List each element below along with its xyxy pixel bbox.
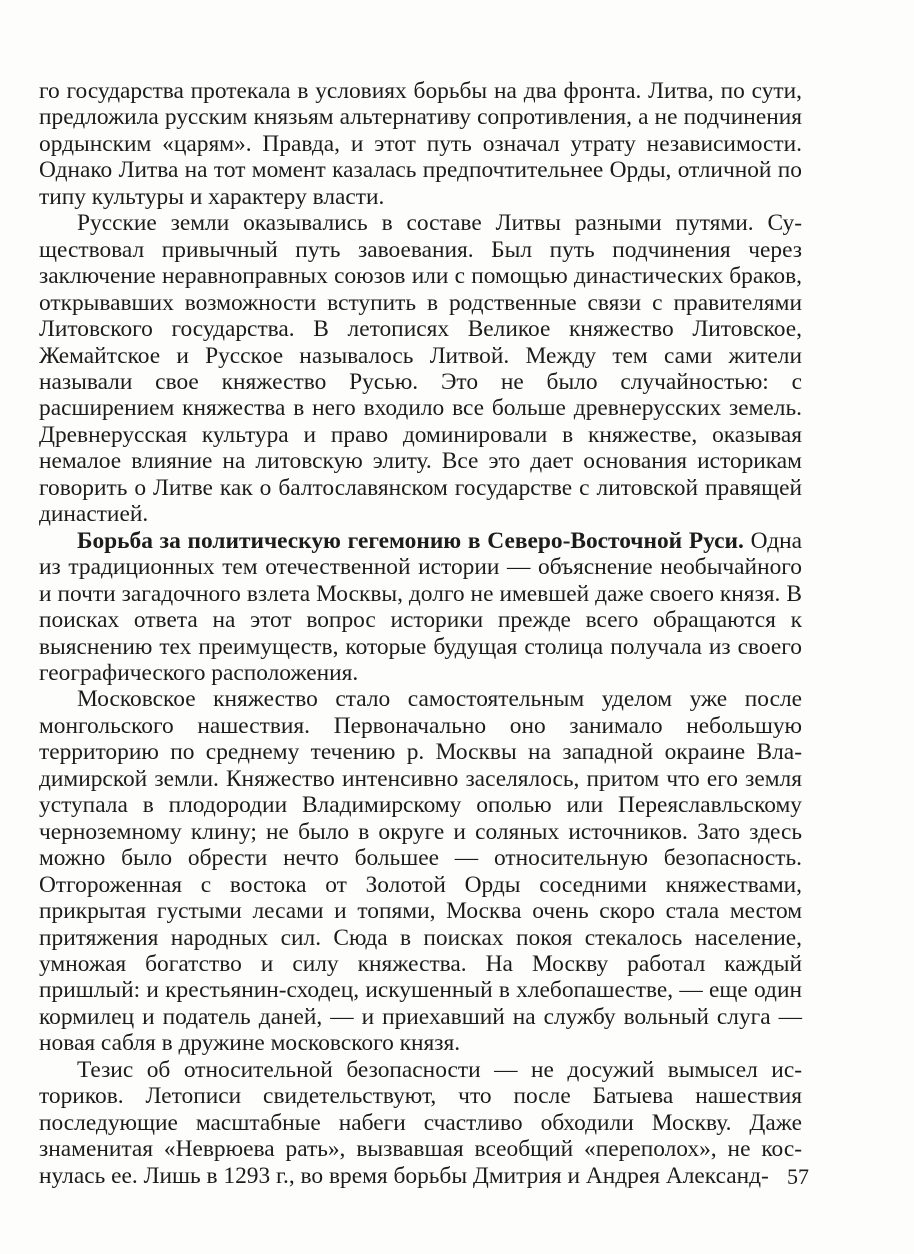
paragraph-2-text: Русские земли оказывались в составе Литвы разными путями. Существовал привычный путь завоевания. Был путь подчинения через заключение неравноправных союзов или с помощью династических браков, открывавших возможности вступить в родственные связи с правителями Литовского государства. В летописях Великое княжество Литовское, Жемайтское и Русское называлось Литвой. Между тем сами жители называли свое княжество Русью. Это не было случайностью: с расширением княжества в него входило все больше древнерусских земель. Древнерусская культура и право доминировали в княжестве, оказывая немалое влияние на литовскую элиту. Все это дает основания историкам говорить о Литве как о балтославянском государстве с литовской правящей династией. xyxy=(39,210,802,528)
paragraph-4 xyxy=(39,686,802,1056)
paragraph-2 xyxy=(39,210,802,527)
paragraph-1-text: го государства протекала в условиях борьбы на два фронта. Литва, по сути, предложила русским князьям альтернативу сопротивления, а не подчинения ордынским «царям». Правда, и этот путь означал утрату независимости. Однако Литва на тот момент казалась предпочтительнее Орды, отличной по типу культуры и характеру власти. xyxy=(39,78,802,210)
section-heading: Борьба за политическую гегемонию в Северо-Восточной Руси. xyxy=(77,527,744,554)
body-text xyxy=(39,78,802,1189)
paragraph-4-text: Московское княжество стало самостоятельным уделом уже после монгольского нашествия. Первоначально оно занимало небольшую территорию по среднему течению р. Москвы на западной окраине Владимирской земли. Княжество интенсивно заселялось, притом что его земля уступала в плодородии Владимирскому ополью или Переяславльскому черноземному клину; не было в округе и соляных источников. Зато здесь можно было обрести нечто большее — относительную безопасность. Отгороженная с востока от Золотой Орды соседними княжествами, прикрытая густыми лесами и топями, Москва очень скоро стала местом притяжения народных сил. Сюда в поисках покоя стекалось население, умножая богатство и силу княжества. На Москву работал каждый пришлый: и крестьянин-сходец, искушенный в хлебопашестве, — еще один кормилец и податель даней, — и приехавший на службу вольный слуга — новая сабля в дружине московского князя. xyxy=(39,686,802,1057)
paragraph-3-text: Одна из традиционных тем отечественной истории — объяснение необычайного и почти загадочного взлета Москвы, долго не имевшей даже своего князя. В поисках ответа на этот вопрос историки прежде всего обращаются к выяснению тех преимуществ, которые будущая столица получала из своего географического расположения. xyxy=(39,527,803,686)
paragraph-5-text: Тезис об относительной безопасности — не досужий вымысел историков. Летописи свидетельствуют, что после Батыева нашествия последующие масштабные набеги счастливо обходили Москву. Даже знаменитая «Неврюева рать», вызвавшая всеобщий «переполох», не коснулась ее. Лишь в 1293 г., во время борьбы Дмитрия и Андрея Александ- xyxy=(39,1056,802,1189)
page-number: 57 xyxy=(787,1164,809,1189)
paragraph-5 xyxy=(39,1057,802,1189)
paragraph-1 xyxy=(39,78,802,210)
paragraph-3 xyxy=(39,528,802,687)
